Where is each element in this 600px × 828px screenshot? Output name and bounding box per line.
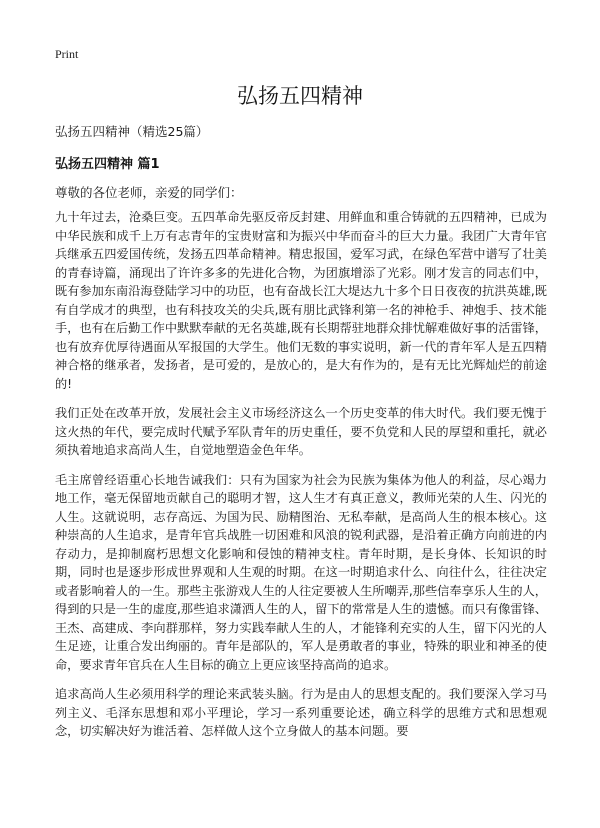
document-subtitle: 弘扬五四精神（精选25篇） xyxy=(55,124,209,139)
body-text xyxy=(55,208,547,752)
page-title: 弘扬五四精神 xyxy=(237,84,363,108)
greeting-line: 尊敬的各位老师，亲爱的同学们： xyxy=(55,185,243,200)
print-link[interactable]: Print xyxy=(55,47,79,61)
paragraph-1: 九十年过去，沧桑巨变。五四革命先驱反帝反封建、用鲜血和重合铸就的五四精神，已成为中华民族和成千上万有志青年的宝贵财富和为振兴中华而奋斗的巨大力量。我团广大青年官兵继承五四爱国传统，发扬五四革命精神。精忠报国，爱军习武，在绿色军营中谱写了壮美的青春诗篇，涌现出了许许多多的先进化合物，为团旗增添了光彩。刚才发言的同志们中，既有参加东南沿海登陆学习中的功臣，也有奋战长江大堤达九十多个日日夜夜的抗洪英雄,既有自学成才的典型，也有科技攻关的尖兵,既有朋比武锋利第一名的神枪手、神炮手、技术能手，也有在后勤工作中默默奉献的无名英雄,既有长期帮驻地群众排忧解难做好事的活雷锋，也有放弃优厚待遇面从军报国的大学生。他们无数的事实说明，新一代的青年军人是五四精神合格的继承者，发扬者，是可爱的，是放心的，是大有作为的，是有无比光辉灿烂的前途的! xyxy=(55,210,547,391)
paragraph-4: 追求高尚人生必须用科学的理论来武装头脑。行为是由人的思想支配的。我们要深入学习马列主义、毛泽东思想和邓小平理论，学习一系列重要论述，确立科学的思维方式和思想观念，切实解决好为谁活着、怎样做人这个立身做人的基本问题。要 xyxy=(55,687,547,738)
paragraph-2: 我们正处在改革开放，发展社会主义市场经济这么一个历史变革的伟大时代。我们要无愧于这火热的年代，要完成时代赋予军队青年的历史重任，要不负党和人民的厚望和重托，就必须执着地追求高尚人生，自觉地塑造金色年华。 xyxy=(55,406,547,457)
paragraph-3: 毛主席曾经语重心长地告诫我们：只有为国家为社会为民族为集体为他人的利益，尽心竭力地工作，毫无保留地贡献自己的聪明才智，这人生才有真正意义，教师光荣的人生、闪光的人生。这就说明，志存高远、为国为民、励精图治、无私奉献，是高尚人生的根本核心。这种崇高的人生追求，是青年官兵战胜一切困难和风浪的锐利武器，是沿着正确方向前进的内存动力，是抑制腐朽思想文化影响和侵蚀的精神支柱。青年时期，是长身体、长知识的时期，同时也是逐步形成世界观和人生观的时期。在这一时期追求什么、向往什么，往往决定或者影响着人的一生。那些主张游戏人生的人往定要被人生所嘲弄,那些信奉享乐人生的人，得到的只是一生的虚度,那些追求潇洒人生的人，留下的常常是人生的遗憾。而只有像雷锋、王杰、高建成、李向群那样，努力实践奉献人生的人，才能锋利充实的人生，留下闪光的人生足迹，让重合发出绚丽的。青年是部队的，军人是勇敢者的事业，特殊的职业和神圣的使命，要求青年官兵在人生目标的确立上更应该坚持高尚的追求。 xyxy=(55,472,547,672)
section-heading: 弘扬五四精神 篇1 xyxy=(55,157,160,172)
